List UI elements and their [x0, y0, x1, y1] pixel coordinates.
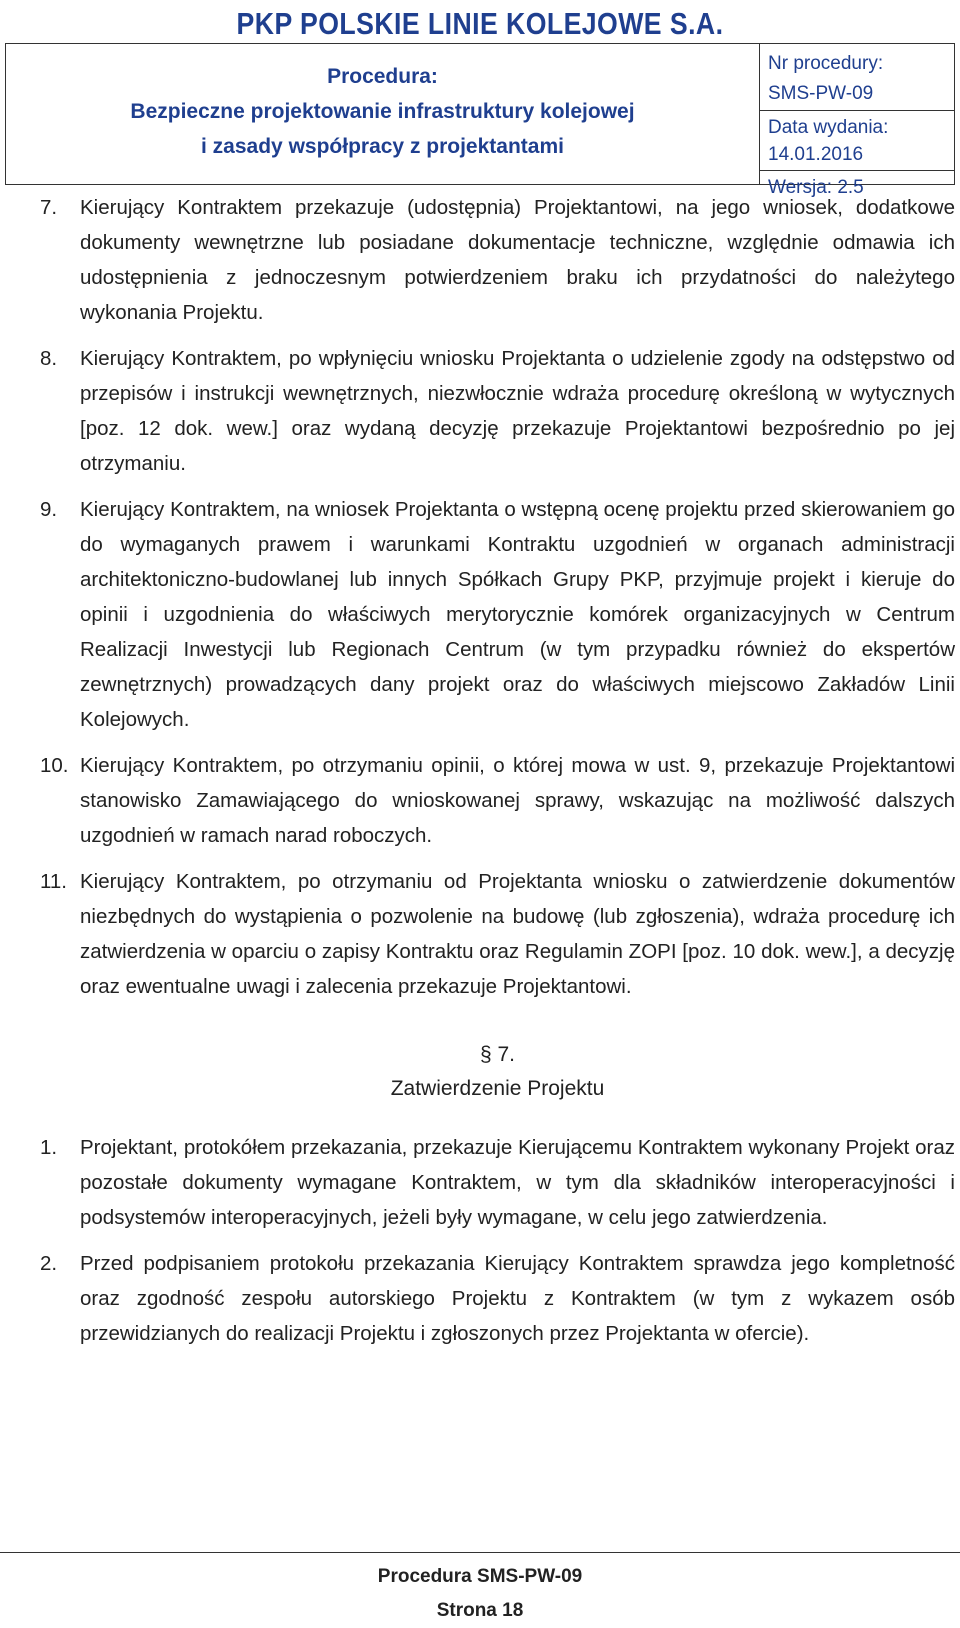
list-item: [40, 492, 955, 737]
section-heading: [40, 1038, 955, 1106]
list-item-text: Przed podpisaniem protokołu przekazania Kierujący Kontraktem sprawdza jego kompletność oraz zgodność zespołu autorskiego Projektu z Kontraktem (w tym z wykazem osób przewidzianych do realizacji Projektu i zgłoszonych przez Projektanta w ofercie).: [80, 1252, 955, 1345]
procedure-meta-block: [760, 44, 954, 198]
procedure-title-block: [6, 44, 760, 184]
list-item-text: Projektant, protokółem przekazania, przekazuje Kierującemu Kontraktem wykonany Projekt oraz pozostałe dokumenty wymagane Kontraktem, w tym dla składników interoperacyjności i podsystemów interoperacyjnych, jeżeli były wymagane, w celu jego zatwierdzenia.: [80, 1136, 955, 1229]
procedure-title-line2: i zasady współpracy z projektantami: [201, 135, 564, 158]
list-item-number: 1.: [40, 1136, 58, 1159]
list-item-text: Kierujący Kontraktem, po otrzymaniu opinii, o której mowa w ust. 9, przekazuje Projektantowi stanowisko Zamawiającego do wnioskowanej sprawy, wskazując na możliwość dalszych uzgodnień w ramach narad roboczych.: [80, 754, 955, 847]
list-item: [40, 1246, 955, 1351]
list-item-number: 10.: [40, 754, 69, 777]
company-name: PKP POLSKIE LINIE KOLEJOWE S.A.: [236, 6, 724, 41]
footer-procedure: Procedura SMS-PW-09: [377, 1566, 583, 1587]
list-item-text: Kierujący Kontraktem, na wniosek Projektanta o wstępną ocenę projektu przed skierowaniem go do wymaganych prawem i warunkami Kontraktu uzgodnień w organach administracji architektoniczno-budowlanej lub innych Spółkach Grupy PKP, przyjmuje projekt i kieruje do opinii i uzgodnienia do właściwych merytorycznie komórek organizacyjnych w Centrum Realizacji Inwestycji lub Regionach Centrum (w tym przypadku również do ekspertów zewnętrznych) prowadzących dany projekt oraz do właściwych miejscowo Zakładów Linii Kolejowych.: [80, 498, 955, 731]
issue-date-value: 14.01.2016: [760, 142, 954, 171]
list-item-number: 11.: [40, 870, 67, 893]
list-item-text: Kierujący Kontraktem przekazuje (udostępnia) Projektantowi, na jego wniosek, dodatkowe dokumenty wewnętrzne lub posiadane dokumentacje techniczne, względnie odmawia ich udostępnienia z jednoczesnym potwierdzeniem braku ich przydatności do należytego wykonania Projektu.: [80, 196, 955, 324]
list-item: [40, 1130, 955, 1235]
procedure-title-line1: Bezpieczne projektowanie infrastruktury kolejowej: [130, 100, 635, 123]
page-footer: [0, 1560, 960, 1628]
list-item: [40, 341, 955, 481]
section-title: Zatwierdzenie Projektu: [390, 1077, 605, 1100]
list-item-number: 9.: [40, 498, 58, 521]
list-item-text: Kierujący Kontraktem, po otrzymaniu od Projektanta wniosku o zatwierdzenie dokumentów niezbędnych do wystąpienia o pozwolenie na budowę (lub zgłoszenia), wdraża procedurę ich zatwierdzenia w oparciu o zapisy Kontraktu oraz Regulamin ZOPI [poz. 10 dok. wew.], a decyzję oraz ewentualne uwagi i zalecenia przekazuje Projektantowi.: [80, 870, 955, 998]
footer-divider: [0, 1552, 960, 1553]
list-item-number: 8.: [40, 347, 58, 370]
version-label: Wersja: 2.5: [768, 177, 864, 198]
list-item: [40, 864, 955, 1004]
procedure-label: Procedura:: [327, 65, 438, 88]
list-item: [40, 190, 955, 330]
list-item-text: Kierujący Kontraktem, po wpłynięciu wniosku Projektanta o udzielenie zgody na odstępstwo od przepisów i instrukcji wewnętrznych, niezwłocznie wdraża procedurę określoną w wytycznych [poz. 12 dok. wew.] oraz wydaną decyzję przekazuje Projektantowi bezpośrednio po jej otrzymaniu.: [80, 347, 955, 475]
list-item-number: 7.: [40, 196, 58, 219]
numbered-list-after: [40, 1130, 955, 1351]
section-mark: § 7.: [479, 1043, 516, 1066]
numbered-list-before: [40, 190, 955, 1004]
footer-page-number: Strona 18: [436, 1600, 524, 1621]
procedure-number-value: SMS-PW-09: [760, 81, 954, 111]
document-header: [5, 43, 955, 198]
issue-date-label: Data wydania:: [768, 117, 889, 138]
procedure-number-label: Nr procedury:: [768, 53, 884, 74]
list-item-number: 2.: [40, 1252, 58, 1275]
document-body: [40, 190, 955, 1362]
list-item: [40, 748, 955, 853]
